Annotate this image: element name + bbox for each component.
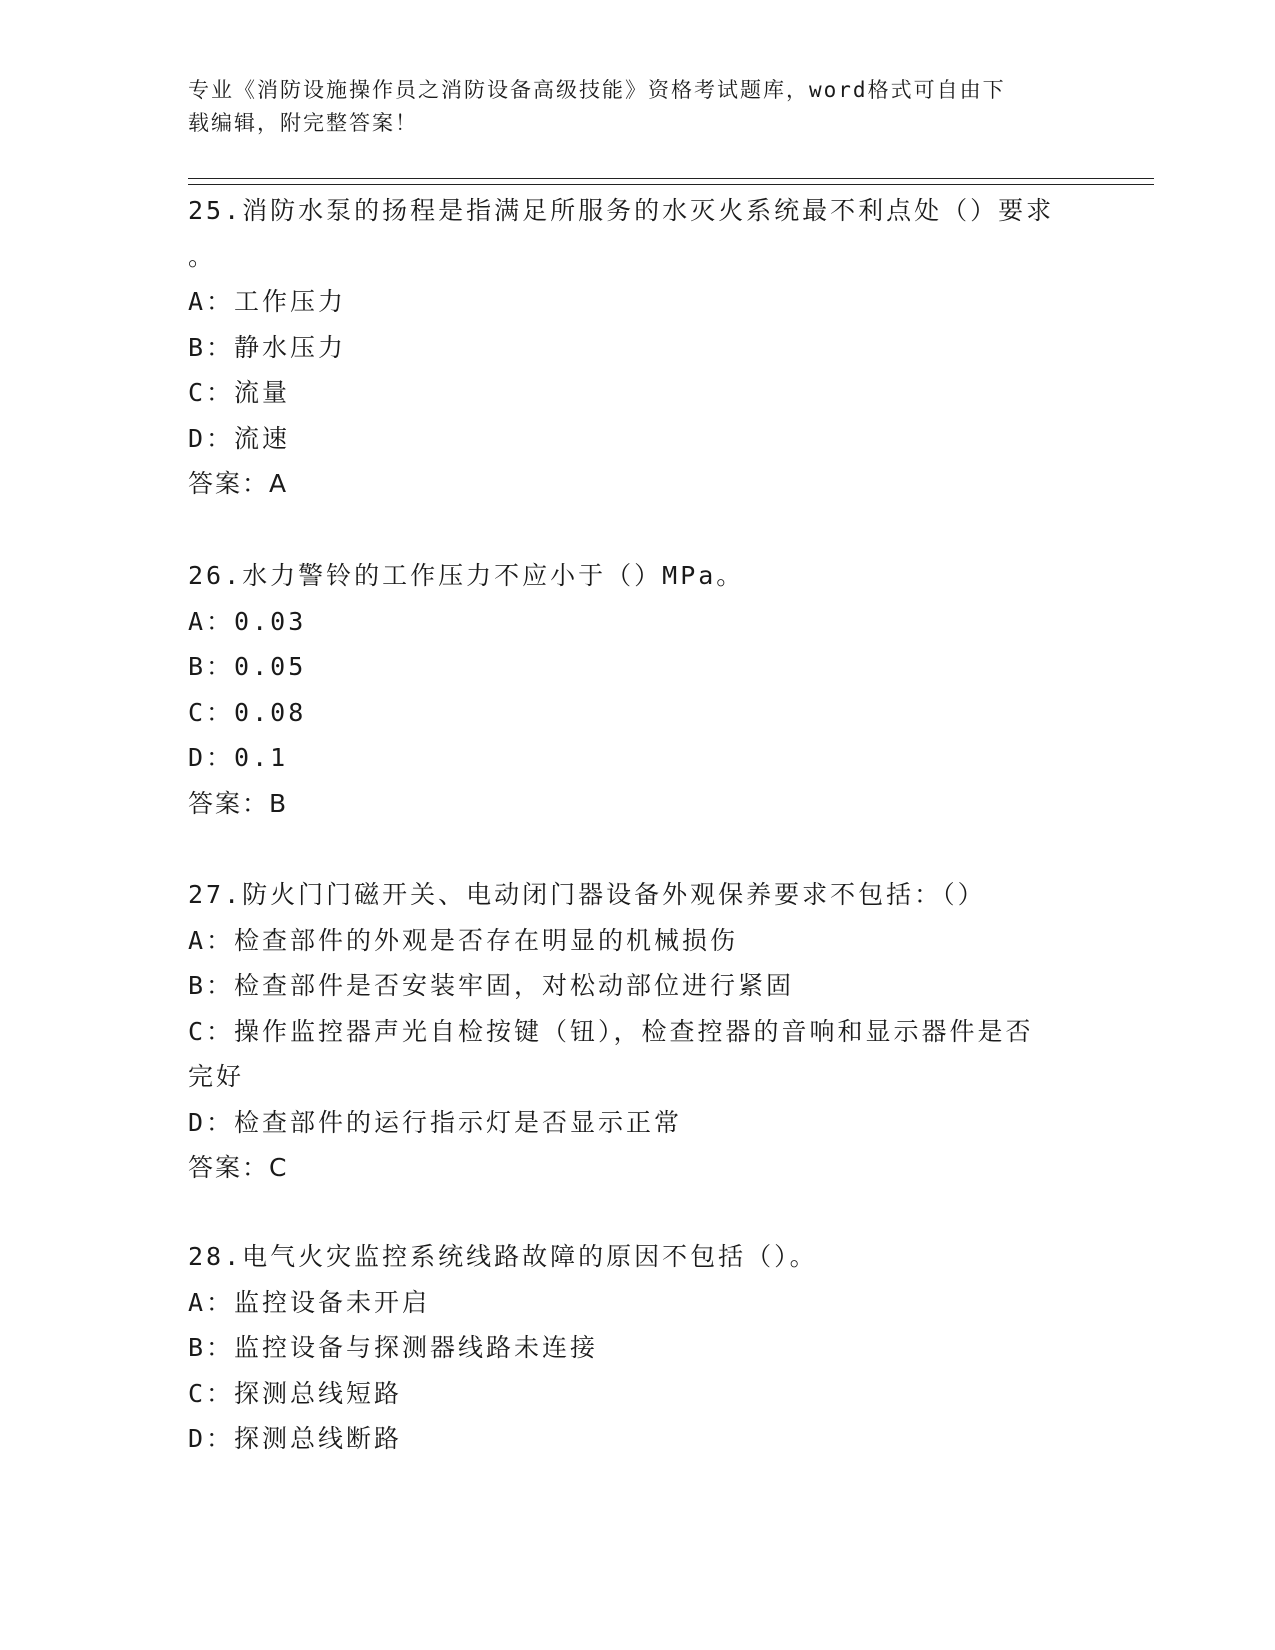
header-divider-top [188, 178, 1154, 179]
option-b: B：监控设备与探测器线路未连接 [188, 1333, 599, 1362]
question-26 [188, 553, 1088, 826]
answer: 答案：C [188, 1153, 289, 1182]
question-stem-continued: 。 [188, 241, 217, 271]
option-c: C：流量 [188, 378, 291, 407]
option-a: A：工作压力 [188, 287, 347, 316]
option-d: D：流速 [188, 423, 291, 453]
option-d: D：0.1 [188, 743, 289, 772]
question-28 [188, 1234, 1088, 1462]
question-25 [188, 188, 1088, 507]
question-stem: 25.消防水泵的扬程是指满足所服务的水灭火系统最不利点处（）要求 [188, 196, 1055, 225]
option-c: C：探测总线短路 [188, 1378, 403, 1408]
option-d: D：探测总线断路 [188, 1424, 403, 1453]
answer: 答案：B [188, 788, 289, 818]
header-line-2: 载编辑，附完整答案！ [188, 111, 418, 135]
question-stem: 27.防火门门磁开关、电动闭门器设备外观保养要求不包括：（） [188, 880, 986, 909]
option-a: A：检查部件的外观是否存在明显的机械损伤 [188, 925, 739, 955]
option-a: A：0.03 [188, 606, 307, 636]
header-divider-bottom [188, 184, 1154, 185]
option-b: B：0.05 [188, 652, 307, 681]
header-line-1: 专业《消防设施操作员之消防设备高级技能》资格考试题库，word格式可自由下 [188, 78, 1006, 102]
option-c: C：操作监控器声光自检按键（钮），检查控器的音响和显示器件是否 [188, 1016, 1034, 1046]
question-stem: 28.电气火灾监控系统线路故障的原因不包括（）。 [188, 1242, 818, 1271]
option-c-continued: 完好 [188, 1062, 245, 1091]
answer: 答案：A [188, 469, 289, 498]
question-stem: 26.水力警铃的工作压力不应小于（）MPa。 [188, 561, 745, 590]
option-b: B：静水压力 [188, 332, 347, 362]
option-c: C：0.08 [188, 697, 307, 727]
document-header [188, 74, 1088, 140]
option-d: D：检查部件的运行指示灯是否显示正常 [188, 1107, 683, 1137]
question-27 [188, 872, 1088, 1191]
option-a: A：监控设备未开启 [188, 1287, 431, 1317]
option-b: B：检查部件是否安装牢固，对松动部位进行紧固 [188, 971, 795, 1000]
